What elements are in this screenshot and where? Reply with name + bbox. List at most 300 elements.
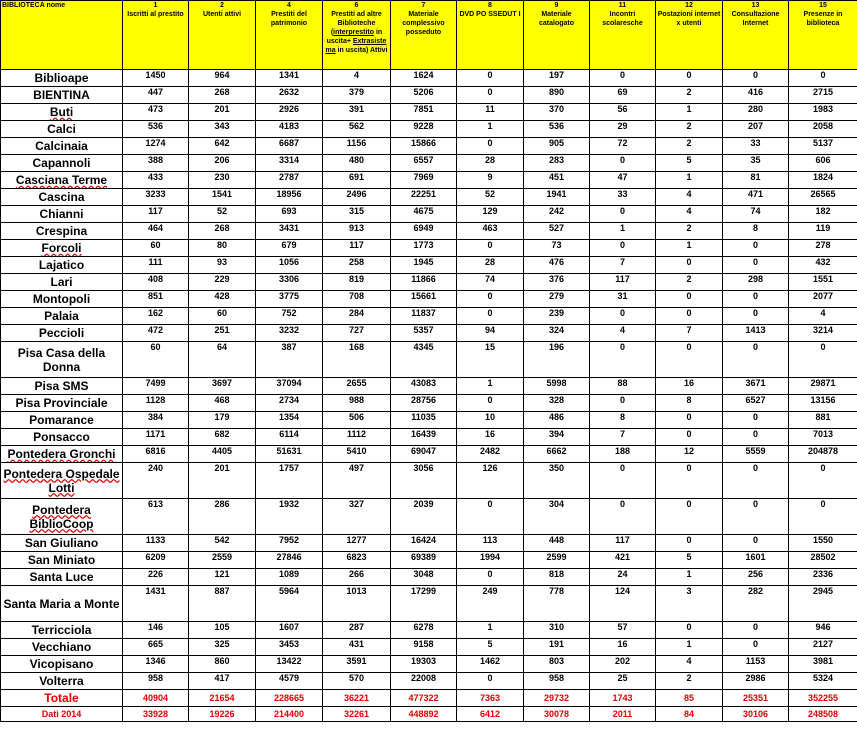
table-row: [1, 121, 857, 138]
value-cell: 266: [323, 569, 391, 586]
library-name-cell: [1, 325, 123, 342]
library-name-cell: [1, 429, 123, 446]
table-row: [1, 70, 857, 87]
value-cell: 3981: [789, 656, 857, 673]
value-cell: 388: [123, 155, 189, 172]
value-cell: 27846: [256, 552, 323, 569]
value-cell: 417: [189, 673, 256, 690]
library-name-cell: [1, 121, 123, 138]
value-cell: 30106: [723, 707, 789, 722]
library-name: Pisa Casa della Donna: [17, 345, 106, 374]
value-cell: 324: [524, 325, 590, 342]
value-cell: 447: [123, 87, 189, 104]
value-cell: 665: [123, 639, 189, 656]
value-cell: 6527: [723, 395, 789, 412]
value-cell: 2632: [256, 87, 323, 104]
value-cell: 4405: [189, 446, 256, 463]
value-cell: 28: [457, 155, 524, 172]
header-col-8: [457, 1, 524, 70]
value-cell: 3048: [391, 569, 457, 586]
value-cell: 1994: [457, 552, 524, 569]
header-col-4: [256, 1, 323, 70]
table-row: [1, 622, 857, 639]
value-cell: 207: [723, 121, 789, 138]
value-cell: 2: [656, 121, 723, 138]
value-cell: 7952: [256, 535, 323, 552]
value-cell: 2482: [457, 446, 524, 463]
value-cell: 0: [457, 499, 524, 535]
value-cell: 2559: [189, 552, 256, 569]
value-cell: 819: [323, 274, 391, 291]
value-cell: 5206: [391, 87, 457, 104]
value-cell: 6209: [123, 552, 189, 569]
library-name-cell: [1, 274, 123, 291]
value-cell: 0: [590, 206, 656, 223]
value-cell: 3233: [123, 189, 189, 206]
table-row: [1, 639, 857, 656]
value-cell: 691: [323, 172, 391, 189]
value-cell: 35: [723, 155, 789, 172]
value-cell: 408: [123, 274, 189, 291]
value-cell: 0: [656, 70, 723, 87]
value-cell: 60: [123, 342, 189, 378]
value-cell: 1941: [524, 189, 590, 206]
value-cell: 1346: [123, 656, 189, 673]
value-cell: 121: [189, 569, 256, 586]
library-name-cell: [1, 308, 123, 325]
table-row: [1, 172, 857, 189]
value-cell: 12: [656, 446, 723, 463]
library-name: Peccioli: [38, 326, 85, 340]
value-cell: 394: [524, 429, 590, 446]
value-cell: 11837: [391, 308, 457, 325]
value-cell: 31: [590, 291, 656, 308]
value-cell: 0: [457, 138, 524, 155]
value-cell: 17299: [391, 586, 457, 622]
library-name-cell: [1, 342, 123, 378]
value-cell: 4: [323, 70, 391, 87]
value-cell: 19303: [391, 656, 457, 673]
header-col-num: 2: [220, 2, 224, 9]
value-cell: 3775: [256, 291, 323, 308]
value-cell: 6949: [391, 223, 457, 240]
value-cell: 0: [656, 412, 723, 429]
value-cell: 80: [189, 240, 256, 257]
value-cell: 0: [656, 308, 723, 325]
value-cell: 5: [457, 639, 524, 656]
value-cell: 206: [189, 155, 256, 172]
value-cell: 74: [457, 274, 524, 291]
value-cell: 60: [189, 308, 256, 325]
header-col-label-d: Extrasiste ma: [325, 38, 387, 54]
value-cell: 562: [323, 121, 391, 138]
value-cell: 3697: [189, 378, 256, 395]
value-cell: 69: [590, 87, 656, 104]
library-name-cell: [1, 656, 123, 673]
value-cell: 1462: [457, 656, 524, 673]
library-name: Totale: [44, 691, 79, 705]
value-cell: 11035: [391, 412, 457, 429]
library-name-cell: [1, 569, 123, 586]
table-row: [1, 223, 857, 240]
value-cell: 343: [189, 121, 256, 138]
library-name: Ponsacco: [33, 430, 90, 444]
value-cell: 52: [457, 189, 524, 206]
value-cell: 146: [123, 622, 189, 639]
table-row: [1, 138, 857, 155]
value-cell: 117: [123, 206, 189, 223]
value-cell: 2715: [789, 87, 857, 104]
library-name: Lari: [50, 275, 73, 289]
value-cell: 0: [656, 342, 723, 378]
value-cell: 6114: [256, 429, 323, 446]
value-cell: 1: [656, 104, 723, 121]
value-cell: 542: [189, 535, 256, 552]
value-cell: 679: [256, 240, 323, 257]
value-cell: 416: [723, 87, 789, 104]
library-name-cell: [1, 463, 123, 499]
library-name-cell: [1, 257, 123, 274]
table-row: [1, 429, 857, 446]
value-cell: 129: [457, 206, 524, 223]
value-cell: 6823: [323, 552, 391, 569]
table-row: [1, 586, 857, 622]
value-cell: 379: [323, 87, 391, 104]
value-cell: 28756: [391, 395, 457, 412]
value-cell: 8: [656, 395, 723, 412]
library-name: BIENTINA: [33, 88, 90, 102]
value-cell: 693: [256, 206, 323, 223]
header-col-num: 8: [488, 2, 492, 9]
value-cell: 448892: [391, 707, 457, 722]
value-cell: 33928: [123, 707, 189, 722]
value-cell: 0: [457, 70, 524, 87]
value-cell: 1: [656, 240, 723, 257]
value-cell: 0: [590, 70, 656, 87]
value-cell: 0: [590, 240, 656, 257]
value-cell: 0: [723, 291, 789, 308]
value-cell: 752: [256, 308, 323, 325]
value-cell: 468: [189, 395, 256, 412]
library-name: Calci: [47, 122, 76, 136]
value-cell: 0: [457, 240, 524, 257]
value-cell: 988: [323, 395, 391, 412]
value-cell: 0: [656, 535, 723, 552]
header-col-label: Iscritti al prestito: [127, 11, 184, 18]
value-cell: 1601: [723, 552, 789, 569]
value-cell: 201: [189, 104, 256, 121]
library-name: Santa Maria a Monte: [3, 596, 120, 611]
value-cell: 1983: [789, 104, 857, 121]
library-name-cell: [1, 499, 123, 535]
value-cell: 0: [457, 673, 524, 690]
header-name-col: BIBLIOTECA nome: [1, 1, 123, 70]
value-cell: 33: [723, 138, 789, 155]
value-cell: 84: [656, 707, 723, 722]
value-cell: 428: [189, 291, 256, 308]
value-cell: 22251: [391, 189, 457, 206]
value-cell: 0: [590, 499, 656, 535]
header-col-num: 15: [819, 2, 827, 9]
table-row: [1, 189, 857, 206]
value-cell: 117: [590, 274, 656, 291]
value-cell: 5964: [256, 586, 323, 622]
library-name-cell: [1, 223, 123, 240]
value-cell: 43083: [391, 378, 457, 395]
value-cell: 168: [323, 342, 391, 378]
value-cell: 69047: [391, 446, 457, 463]
value-cell: 162: [123, 308, 189, 325]
value-cell: 0: [723, 622, 789, 639]
value-cell: 5559: [723, 446, 789, 463]
value-cell: 240: [123, 463, 189, 499]
value-cell: 4: [656, 189, 723, 206]
header-col-6: [323, 1, 391, 70]
value-cell: 1156: [323, 138, 391, 155]
library-name: Crespina: [35, 224, 88, 238]
library-name-cell: [1, 138, 123, 155]
table-row: [1, 569, 857, 586]
value-cell: 15: [457, 342, 524, 378]
table-row: [1, 673, 857, 690]
value-cell: 3232: [256, 325, 323, 342]
value-cell: 5: [656, 155, 723, 172]
value-cell: 0: [656, 463, 723, 499]
header-col-num: 11: [618, 2, 627, 9]
library-name-cell: [1, 707, 123, 722]
value-cell: 958: [524, 673, 590, 690]
value-cell: 5998: [524, 378, 590, 395]
value-cell: 0: [590, 155, 656, 172]
value-cell: 1112: [323, 429, 391, 446]
value-cell: 4: [656, 656, 723, 673]
value-cell: 0: [789, 70, 857, 87]
header-col-label: Postazioni internet x utenti: [657, 11, 721, 27]
table-row: [1, 240, 857, 257]
value-cell: 16: [457, 429, 524, 446]
header-col-11: [590, 1, 656, 70]
value-cell: 570: [323, 673, 391, 690]
value-cell: 126: [457, 463, 524, 499]
value-cell: 905: [524, 138, 590, 155]
value-cell: 1773: [391, 240, 457, 257]
value-cell: 727: [323, 325, 391, 342]
table-row: [1, 342, 857, 378]
value-cell: 7969: [391, 172, 457, 189]
header-col-num: 13: [751, 2, 760, 9]
value-cell: 204878: [789, 446, 857, 463]
value-cell: 3591: [323, 656, 391, 673]
value-cell: 214400: [256, 707, 323, 722]
value-cell: 10: [457, 412, 524, 429]
value-cell: 28502: [789, 552, 857, 569]
library-name: Casciana Terme: [15, 173, 108, 187]
header-col-label: Incontri scolaresche: [602, 11, 643, 27]
value-cell: 1274: [123, 138, 189, 155]
library-name: Chianni: [39, 207, 84, 221]
library-name: Volterra: [39, 674, 84, 688]
value-cell: 11866: [391, 274, 457, 291]
library-name-cell: [1, 673, 123, 690]
value-cell: 431: [323, 639, 391, 656]
value-cell: 2599: [524, 552, 590, 569]
value-cell: 0: [590, 342, 656, 378]
value-cell: 1153: [723, 656, 789, 673]
value-cell: 1824: [789, 172, 857, 189]
value-cell: 6278: [391, 622, 457, 639]
header-col-label: Materiale complessivo posseduto: [402, 11, 445, 36]
value-cell: 298: [723, 274, 789, 291]
value-cell: 13156: [789, 395, 857, 412]
value-cell: 0: [656, 622, 723, 639]
value-cell: 613: [123, 499, 189, 535]
value-cell: 287: [323, 622, 391, 639]
value-cell: 13422: [256, 656, 323, 673]
value-cell: 0: [723, 535, 789, 552]
library-name-cell: [1, 446, 123, 463]
value-cell: 4675: [391, 206, 457, 223]
value-cell: 370: [524, 104, 590, 121]
header-col-num: 9: [554, 2, 559, 9]
value-cell: 197: [524, 70, 590, 87]
value-cell: 8: [590, 412, 656, 429]
value-cell: 2: [656, 138, 723, 155]
value-cell: 0: [457, 395, 524, 412]
value-cell: 4: [656, 206, 723, 223]
table-row: [1, 395, 857, 412]
value-cell: 682: [189, 429, 256, 446]
value-cell: 256: [723, 569, 789, 586]
value-cell: 72: [590, 138, 656, 155]
value-cell: 2039: [391, 499, 457, 535]
value-cell: 11: [457, 104, 524, 121]
value-cell: 32261: [323, 707, 391, 722]
value-cell: 25351: [723, 690, 789, 707]
library-name-cell: [1, 70, 123, 87]
library-name: Pontedera BiblioCoop: [29, 502, 94, 531]
library-name-cell: [1, 395, 123, 412]
value-cell: 111: [123, 257, 189, 274]
value-cell: 2: [656, 87, 723, 104]
value-cell: 7: [656, 325, 723, 342]
library-name: Forcoli: [41, 241, 82, 255]
header-col-1: [123, 1, 189, 70]
value-cell: 0: [723, 342, 789, 378]
value-cell: 2127: [789, 639, 857, 656]
value-cell: 433: [123, 172, 189, 189]
value-cell: 448: [524, 535, 590, 552]
value-cell: 0: [789, 499, 857, 535]
library-name-cell: [1, 552, 123, 569]
value-cell: 0: [656, 429, 723, 446]
table-body: [1, 70, 857, 722]
value-cell: 384: [123, 412, 189, 429]
totals-row: [1, 690, 857, 707]
library-name: Pontedera Gronchi: [7, 447, 116, 461]
value-cell: 6687: [256, 138, 323, 155]
value-cell: 1550: [789, 535, 857, 552]
library-name: Biblioape: [34, 71, 89, 85]
value-cell: 4: [590, 325, 656, 342]
value-cell: 29871: [789, 378, 857, 395]
value-cell: 74: [723, 206, 789, 223]
library-name-cell: [1, 412, 123, 429]
value-cell: 18956: [256, 189, 323, 206]
value-cell: 229: [189, 274, 256, 291]
value-cell: 37094: [256, 378, 323, 395]
value-cell: 2058: [789, 121, 857, 138]
table-row: [1, 155, 857, 172]
value-cell: 642: [189, 138, 256, 155]
value-cell: 2926: [256, 104, 323, 121]
value-cell: 2336: [789, 569, 857, 586]
value-cell: 5137: [789, 138, 857, 155]
library-name-cell: [1, 172, 123, 189]
value-cell: 1: [656, 569, 723, 586]
value-cell: 85: [656, 690, 723, 707]
library-name-cell: [1, 535, 123, 552]
value-cell: 7: [590, 257, 656, 274]
header-col-num: 4: [287, 2, 291, 9]
value-cell: 497: [323, 463, 391, 499]
value-cell: 0: [723, 499, 789, 535]
value-cell: 1541: [189, 189, 256, 206]
value-cell: 432: [789, 257, 857, 274]
value-cell: 105: [189, 622, 256, 639]
library-name: Buti: [49, 105, 74, 119]
value-cell: 860: [189, 656, 256, 673]
library-name: Pisa Provinciale: [15, 396, 108, 410]
value-cell: 606: [789, 155, 857, 172]
library-name: San Miniato: [27, 553, 96, 567]
value-cell: 536: [524, 121, 590, 138]
value-cell: 1089: [256, 569, 323, 586]
value-cell: 2077: [789, 291, 857, 308]
value-cell: 230: [189, 172, 256, 189]
value-cell: 480: [323, 155, 391, 172]
table-row: [1, 274, 857, 291]
library-name: Vicopisano: [29, 657, 94, 671]
value-cell: 476: [524, 257, 590, 274]
value-cell: 94: [457, 325, 524, 342]
value-cell: 486: [524, 412, 590, 429]
value-cell: 1341: [256, 70, 323, 87]
value-cell: 1757: [256, 463, 323, 499]
value-cell: 1743: [590, 690, 656, 707]
value-cell: 913: [323, 223, 391, 240]
value-cell: 3671: [723, 378, 789, 395]
header-col-label-b: interprestito: [333, 29, 374, 36]
value-cell: 477322: [391, 690, 457, 707]
library-name-cell: [1, 639, 123, 656]
value-cell: 19226: [189, 707, 256, 722]
value-cell: 188: [590, 446, 656, 463]
library-name-cell: [1, 586, 123, 622]
header-col-num: 7: [421, 2, 426, 9]
header-col-num: 6: [354, 2, 359, 9]
library-name: Pontedera Ospedale Lotti: [3, 466, 120, 495]
value-cell: 60: [123, 240, 189, 257]
value-cell: 9158: [391, 639, 457, 656]
value-cell: 0: [723, 257, 789, 274]
value-cell: 3: [656, 586, 723, 622]
value-cell: 1: [457, 622, 524, 639]
value-cell: 119: [789, 223, 857, 240]
value-cell: 325: [189, 639, 256, 656]
value-cell: 506: [323, 412, 391, 429]
value-cell: 1: [656, 172, 723, 189]
library-name: Pisa SMS: [34, 379, 89, 393]
